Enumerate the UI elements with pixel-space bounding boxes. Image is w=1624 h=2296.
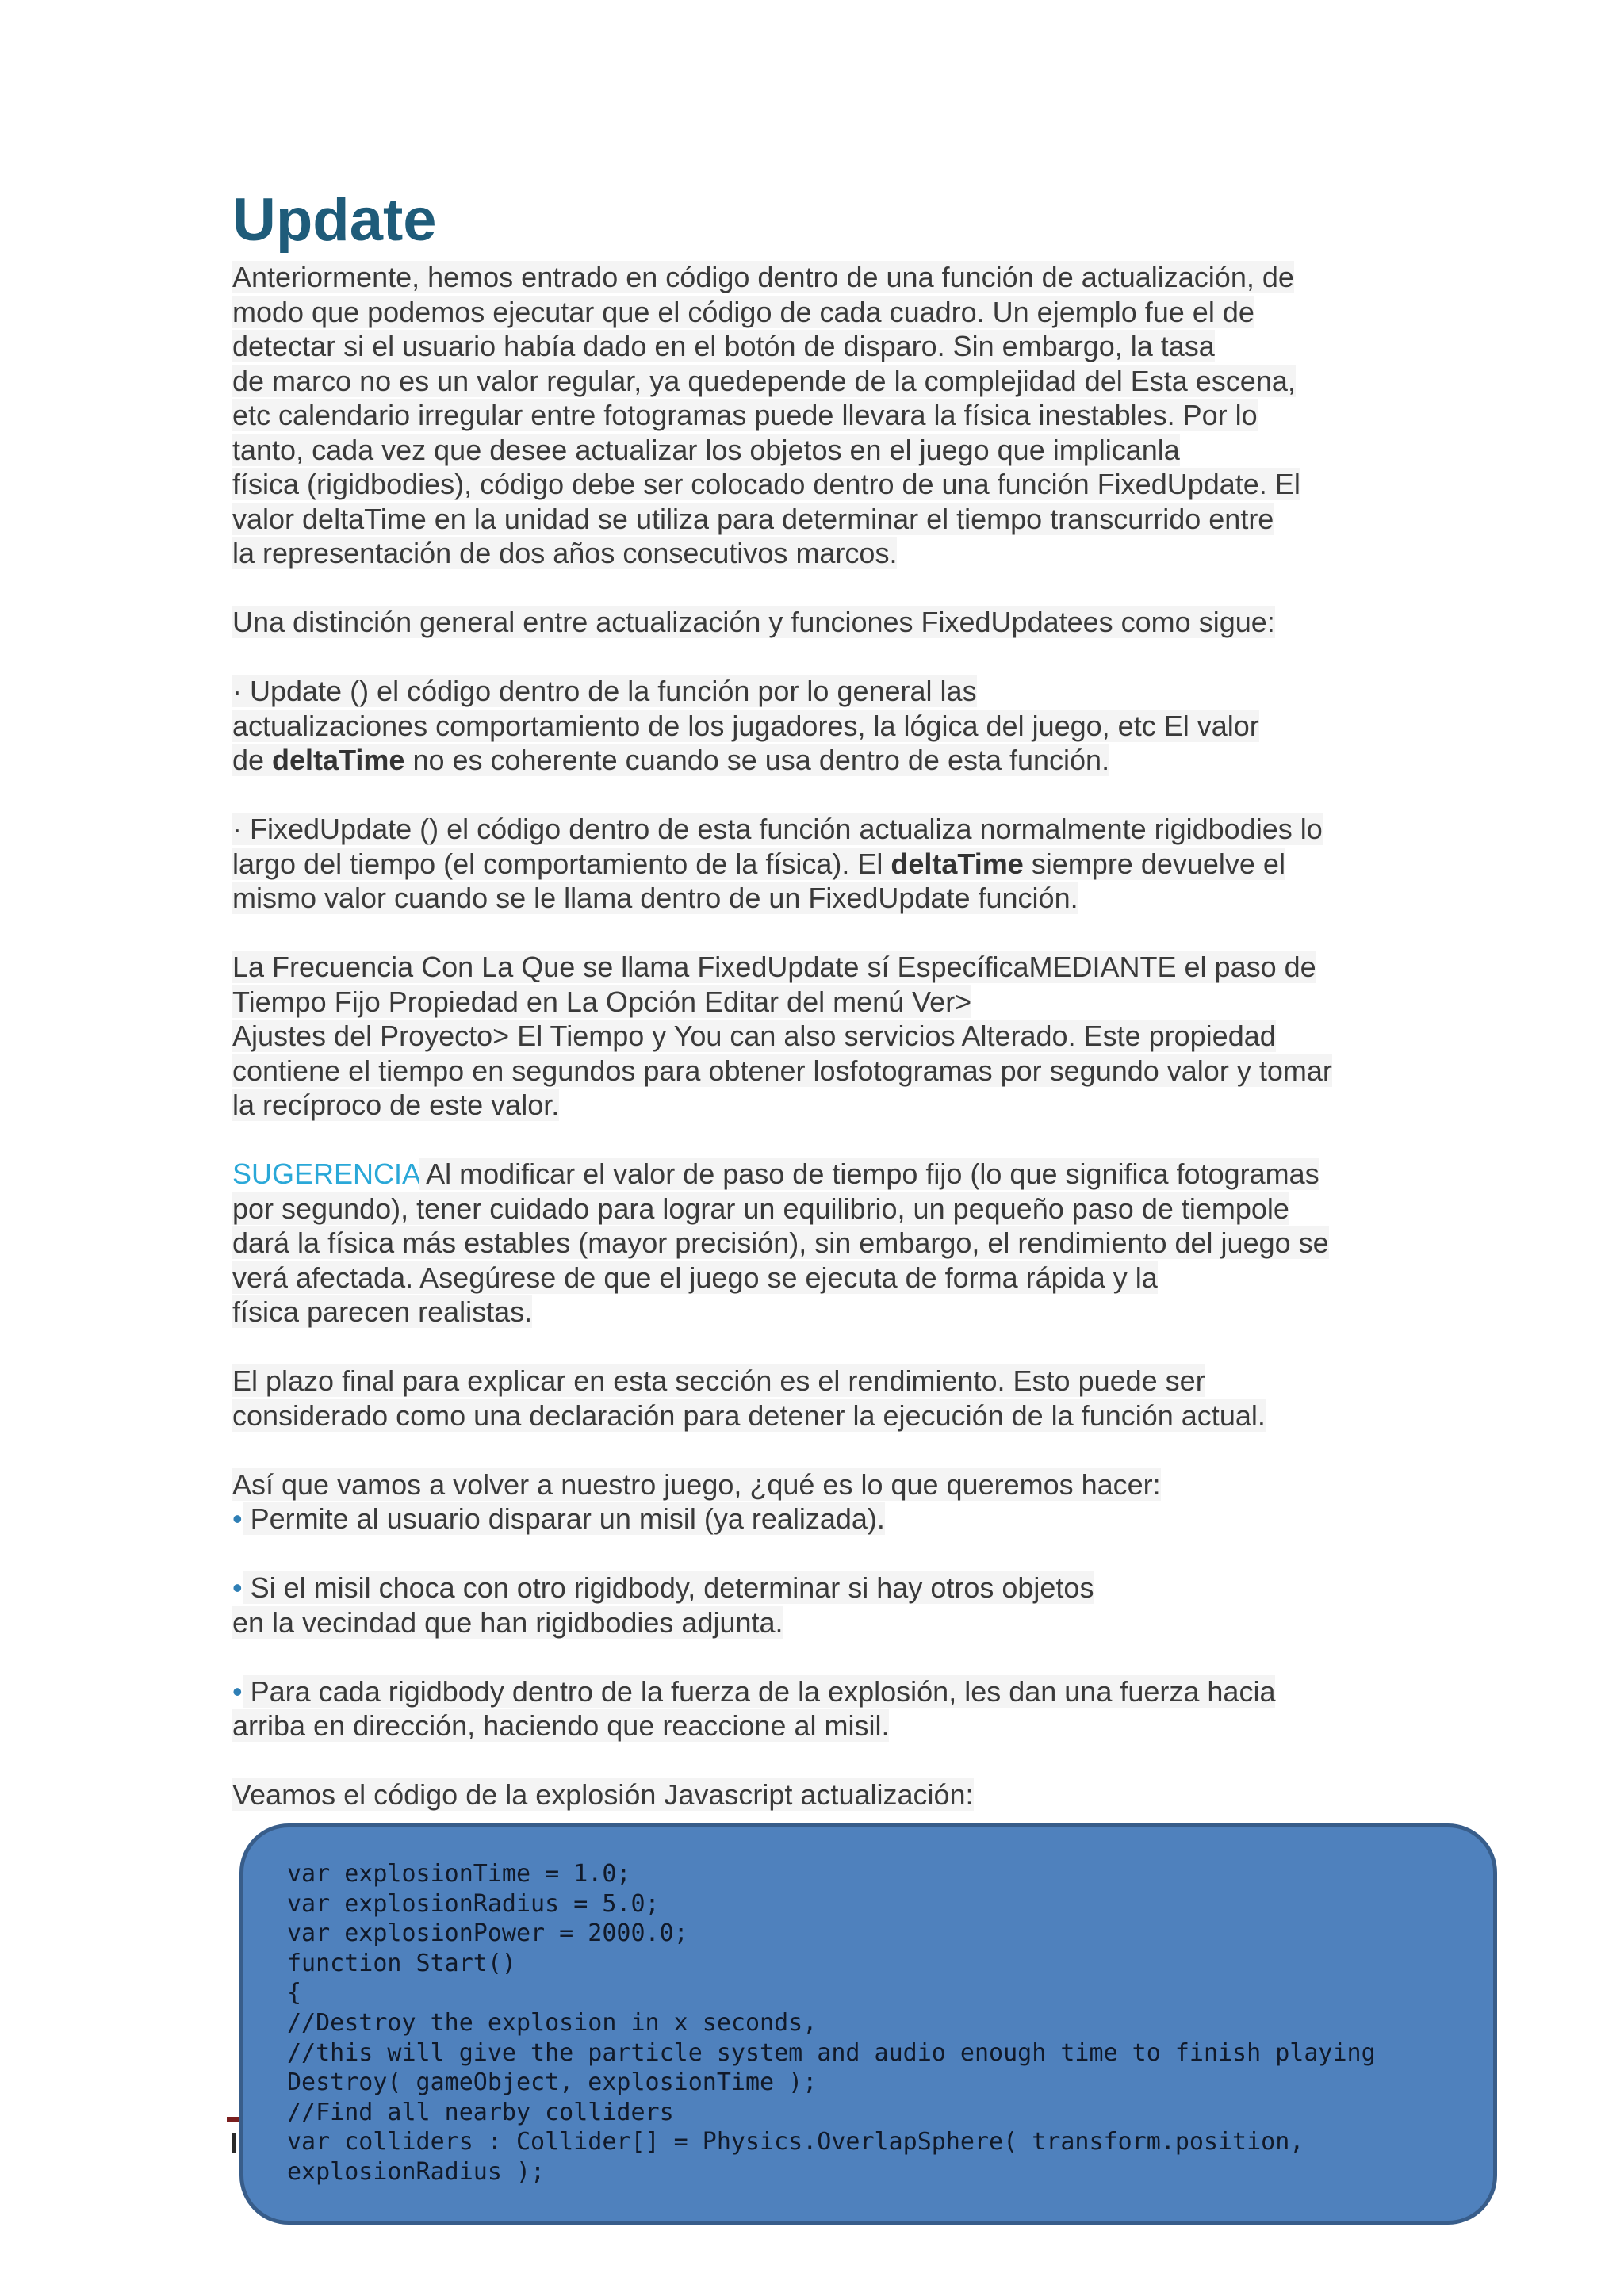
- bullet-icon: •: [232, 1571, 243, 1604]
- plan-item-text: Permite al usuario disparar un misil (ya realizada).: [242, 1502, 885, 1535]
- frequency-line: Tiempo Fijo Propiedad en La Opción Editar del menú Ver>: [232, 985, 972, 1018]
- code-intro-paragraph: [232, 1777, 1406, 1812]
- distinction-paragraph: [232, 605, 1406, 640]
- tip-line: Al modificar el valor de paso de tiempo fijo (lo que significa fotogramas: [419, 1158, 1320, 1190]
- document-body: [232, 260, 1406, 1846]
- code-line: var explosionRadius = 5.0;: [287, 1889, 660, 1918]
- code-line: //Destroy the explosion in x seconds,: [287, 2008, 818, 2037]
- plan-list-item-1: [232, 1468, 1406, 1536]
- code-intro: Veamos el código de la explosión Javascript actualización:: [232, 1778, 974, 1811]
- intro-line: tanto, cada vez que desee actualizar los objetos en el juego que implicanla: [232, 433, 1180, 466]
- frequency-line: Ajustes del Proyecto> El Tiempo y You can also servicios Alterado. Este propiedad: [232, 1020, 1276, 1052]
- tip-line: por segundo), tener cuidado para lograr un equilibrio, un pequeño paso de tiempole: [232, 1192, 1289, 1225]
- intro-line: física (rigidbodies), código debe ser colocado dentro de una función FixedUpdate. El: [232, 468, 1300, 500]
- intro-line: Anteriormente, hemos entrado en código dentro de una función de actualización, de: [232, 261, 1294, 293]
- code-listing: [287, 1859, 1376, 2187]
- yield-line: El plazo final para explicar en esta sección es el rendimiento. Esto puede ser: [232, 1364, 1205, 1397]
- fixedupdate-item-line: mismo valor cuando se le llama dentro de un FixedUpdate función.: [232, 882, 1078, 914]
- intro-line: modo que podemos ejecutar que el código de cada cuadro. Un ejemplo fue el de: [232, 295, 1254, 328]
- deltatime-term: deltaTime: [891, 847, 1024, 880]
- yield-paragraph: [232, 1364, 1406, 1433]
- update-item: [232, 674, 1406, 778]
- tip-paragraph: [232, 1157, 1406, 1330]
- fixedupdate-item-text: largo del tiempo (el comportamiento de la física). El: [232, 847, 891, 880]
- plan-list-item-2: [232, 1571, 1406, 1640]
- intro-paragraph: [232, 260, 1406, 571]
- bullet-icon: •: [232, 1674, 243, 1708]
- text-fragment: [232, 2133, 236, 2153]
- deltatime-term: deltaTime: [272, 744, 405, 776]
- intro-line: detectar si el usuario había dado en el botón de disparo. Sin embargo, la tasa: [232, 330, 1215, 362]
- plan-list-item-3: [232, 1674, 1406, 1743]
- code-block: [239, 1823, 1497, 2225]
- tip-line: física parecen realistas.: [232, 1295, 533, 1328]
- plan-intro: Así que vamos a volver a nuestro juego, ¿qué es lo que queremos hacer:: [232, 1468, 1161, 1501]
- tip-line: dará la física más estables (mayor precisión), sin embargo, el rendimiento del juego se: [232, 1226, 1329, 1259]
- fixedupdate-item-line: · FixedUpdate () el código dentro de esta función actualiza normalmente rigidbodies lo: [232, 813, 1323, 845]
- code-line: var explosionPower = 2000.0;: [287, 1919, 688, 1948]
- frequency-paragraph: [232, 950, 1406, 1123]
- plan-item-text: Para cada rigidbody dentro de la fuerza de la explosión, les dan una fuerza hacia: [242, 1674, 1276, 1708]
- tip-label: SUGERENCIA: [232, 1158, 420, 1190]
- plan-item-text: Si el misil choca con otro rigidbody, determinar si hay otros objetos: [242, 1571, 1094, 1604]
- intro-line: valor deltaTime en la unidad se utiliza para determinar el tiempo transcurrido entre: [232, 502, 1274, 535]
- frequency-line: contiene el tiempo en segundos para obtener losfotogramas por segundo valor y tomar: [232, 1054, 1332, 1087]
- frequency-line: la recíproco de este valor.: [232, 1089, 560, 1121]
- tip-line: verá afectada. Asegúrese de que el juego se ejecuta de forma rápida y la: [232, 1261, 1158, 1294]
- code-line: function Start(): [287, 1949, 516, 1977]
- intro-line: etc calendario irregular entre fotogramas puede llevara la física inestables. Por lo: [232, 399, 1258, 431]
- update-item-text: de: [232, 744, 273, 776]
- update-item-line: · Update () el código dentro de la función por lo general las: [232, 675, 977, 707]
- code-line: {: [287, 1979, 302, 2007]
- code-line: //Find all nearby colliders: [287, 2098, 674, 2126]
- intro-line: la representación de dos años consecutivos marcos.: [232, 537, 898, 569]
- update-item-text: no es coherente cuando se usa dentro de esta función.: [404, 744, 1110, 776]
- bullet-icon: •: [232, 1502, 243, 1535]
- code-line: var explosionTime = 1.0;: [287, 1860, 631, 1888]
- code-line: explosionRadius );: [287, 2157, 546, 2186]
- code-line: var colliders : Collider[] = Physics.OverlapSphere( transform.position,: [287, 2128, 1304, 2156]
- fixedupdate-item: [232, 812, 1406, 916]
- plan-item-text: arriba en dirección, haciendo que reaccione al misil.: [232, 1709, 890, 1742]
- distinction-text: Una distinción general entre actualización y funciones FixedUpdatees como sigue:: [232, 606, 1275, 638]
- plan-item-text: en la vecindad que han rigidbodies adjunta.: [232, 1605, 783, 1639]
- update-item-line: actualizaciones comportamiento de los jugadores, la lógica del juego, etc El valor: [232, 709, 1259, 742]
- fixedupdate-item-text: siempre devuelve el: [1023, 847, 1285, 880]
- code-line: Destroy( gameObject, explosionTime );: [287, 2068, 818, 2097]
- code-line: //this will give the particle system and audio enough time to finish playing: [287, 2038, 1376, 2067]
- page-title: Update: [232, 186, 437, 254]
- yield-line: considerado como una declaración para detener la ejecución de la función actual.: [232, 1399, 1266, 1432]
- frequency-line: La Frecuencia Con La Que se llama FixedUpdate sí EspecíficaMEDIANTE el paso de: [232, 951, 1316, 983]
- intro-line: de marco no es un valor regular, ya quedepende de la complejidad del Esta escena,: [232, 364, 1296, 397]
